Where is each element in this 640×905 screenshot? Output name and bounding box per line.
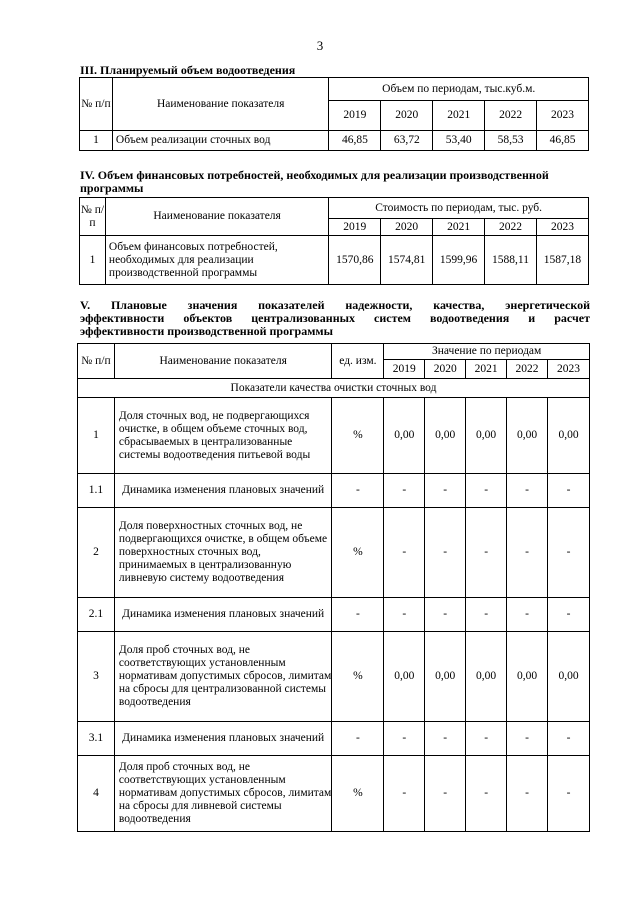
value-cell: -: [548, 598, 590, 632]
row-name: Доля проб сточных вод, не соответствующих установленным нормативам допустимых сбросов, лимитам на сбросы для ливневой системы водоотведения: [114, 756, 332, 832]
value-cell: -: [384, 756, 425, 832]
year-header: 2021: [466, 360, 507, 379]
row-no: 3.1: [78, 722, 115, 756]
table-row: [80, 131, 589, 151]
row-name: Динамика изменения плановых значений: [114, 598, 332, 632]
value-cell: 0,00: [425, 398, 466, 474]
row-no: 2.1: [78, 598, 115, 632]
row-unit: -: [332, 598, 384, 632]
year-header: 2019: [384, 360, 425, 379]
row-name: Динамика изменения плановых значений: [114, 474, 332, 508]
value-cell: -: [507, 756, 548, 832]
row-no: 2: [78, 508, 115, 598]
table-row: [78, 508, 590, 598]
value-cell: -: [425, 508, 466, 598]
group-title: Показатели качества очистки сточных вод: [78, 379, 590, 398]
section5-heading-line2: эффективности объектов централизованных систем водоотведения и расчет: [80, 311, 590, 325]
value-cell: -: [425, 756, 466, 832]
col-no-header: № п/п: [80, 78, 113, 131]
section5-heading-line1: V. Плановые значения показателей надежности, качества, энергетической: [80, 298, 590, 312]
row-no: 3: [78, 632, 115, 722]
section5-heading: [80, 299, 590, 338]
row-no: 4: [78, 756, 115, 832]
page-number: 3: [316, 38, 324, 53]
table-row: [80, 236, 589, 285]
year-header: 2023: [536, 219, 588, 236]
value-cell: 0,00: [548, 632, 590, 722]
row-unit: %: [332, 398, 384, 474]
year-header: 2021: [433, 219, 485, 236]
value-cell: -: [466, 722, 507, 756]
year-header: 2022: [485, 219, 537, 236]
col-name-header: Наименование показателя: [114, 344, 332, 379]
year-header: 2019: [329, 219, 381, 236]
year-header: 2020: [381, 101, 433, 131]
row-name: Доля поверхностных сточных вод, не подвергающихся очистке, в общем объеме поверхностных сточных вод, принимаемых в централизованную ливневую систему водоотведения: [114, 508, 332, 598]
col-name-header: Наименование показателя: [112, 78, 329, 131]
year-header: 2022: [507, 360, 548, 379]
col-no-header: № п/п: [78, 344, 115, 379]
table-row: [78, 474, 590, 508]
value-cell: -: [425, 598, 466, 632]
value-cell: 0,00: [425, 632, 466, 722]
value-cell: -: [548, 756, 590, 832]
value-cell: 46,85: [537, 131, 589, 151]
value-cell: -: [425, 474, 466, 508]
row-unit: %: [332, 756, 384, 832]
col-period-header: Стоимость по периодам, тыс. руб.: [329, 198, 589, 219]
row-name: Доля проб сточных вод, не соответствующих установленным нормативам допустимых сбросов, лимитам на сбросы для централизованной системы водоотведения: [114, 632, 332, 722]
row-name: Объем реализации сточных вод: [112, 131, 329, 151]
row-unit: -: [332, 722, 384, 756]
year-header: 2023: [548, 360, 590, 379]
table-row: [78, 598, 590, 632]
value-cell: 0,00: [507, 398, 548, 474]
value-cell: 0,00: [548, 398, 590, 474]
col-no-header: № п/п: [80, 198, 106, 236]
table-row: [78, 722, 590, 756]
table-row: [78, 756, 590, 832]
value-cell: -: [384, 598, 425, 632]
section3-heading: III. Планируемый объем водоотведения: [80, 63, 296, 77]
section3-table: [79, 77, 589, 151]
row-unit: %: [332, 508, 384, 598]
value-cell: -: [466, 474, 507, 508]
value-cell: -: [384, 474, 425, 508]
value-cell: 1570,86: [329, 236, 381, 285]
year-header: 2023: [537, 101, 589, 131]
value-cell: -: [466, 756, 507, 832]
section4-heading-line1: IV. Объем финансовых потребностей, необходимых для реализации производственной: [80, 168, 549, 182]
year-header: 2020: [425, 360, 466, 379]
value-cell: 58,53: [485, 131, 537, 151]
table-row: [78, 632, 590, 722]
row-unit: -: [332, 474, 384, 508]
col-period-header: Значение по периодам: [384, 344, 590, 360]
value-cell: -: [548, 508, 590, 598]
value-cell: 53,40: [433, 131, 485, 151]
year-header: 2022: [485, 101, 537, 131]
value-cell: -: [548, 722, 590, 756]
value-cell: 0,00: [384, 632, 425, 722]
value-cell: 0,00: [466, 632, 507, 722]
value-cell: -: [384, 722, 425, 756]
value-cell: 1599,96: [433, 236, 485, 285]
year-header: 2021: [433, 101, 485, 131]
value-cell: -: [425, 722, 466, 756]
value-cell: -: [507, 722, 548, 756]
value-cell: 46,85: [329, 131, 381, 151]
row-unit: %: [332, 632, 384, 722]
year-header: 2020: [381, 219, 433, 236]
row-no: 1.1: [78, 474, 115, 508]
value-cell: 1587,18: [536, 236, 588, 285]
value-cell: -: [507, 508, 548, 598]
row-no: 1: [80, 236, 106, 285]
row-name: Доля сточных вод, не подвергающихся очистке, в общем объеме сточных вод, сбрасываемых в централизованные системы водоотведения питьевой воды: [114, 398, 332, 474]
value-cell: 63,72: [381, 131, 433, 151]
value-cell: -: [548, 474, 590, 508]
section4-heading: [80, 169, 590, 195]
year-header: 2019: [329, 101, 381, 131]
col-name-header: Наименование показателя: [105, 198, 328, 236]
value-cell: -: [466, 508, 507, 598]
col-unit-header: ед. изм.: [332, 344, 384, 379]
row-name: Объем финансовых потребностей, необходимых для реализации производственной программы: [105, 236, 328, 285]
value-cell: 0,00: [466, 398, 507, 474]
value-cell: -: [507, 474, 548, 508]
section4-heading-line2: программы: [80, 181, 144, 195]
col-period-header: Объем по периодам, тыс.куб.м.: [329, 78, 589, 101]
value-cell: 0,00: [384, 398, 425, 474]
row-no: 1: [78, 398, 115, 474]
section4-table: [79, 197, 589, 285]
section5-table: [77, 343, 590, 832]
value-cell: -: [466, 598, 507, 632]
value-cell: 1588,11: [485, 236, 537, 285]
value-cell: -: [384, 508, 425, 598]
table-row: [78, 398, 590, 474]
value-cell: -: [507, 598, 548, 632]
row-no: 1: [80, 131, 113, 151]
row-name: Динамика изменения плановых значений: [114, 722, 332, 756]
section5-heading-line3: эффективности производственной программы: [80, 324, 333, 338]
value-cell: 0,00: [507, 632, 548, 722]
value-cell: 1574,81: [381, 236, 433, 285]
